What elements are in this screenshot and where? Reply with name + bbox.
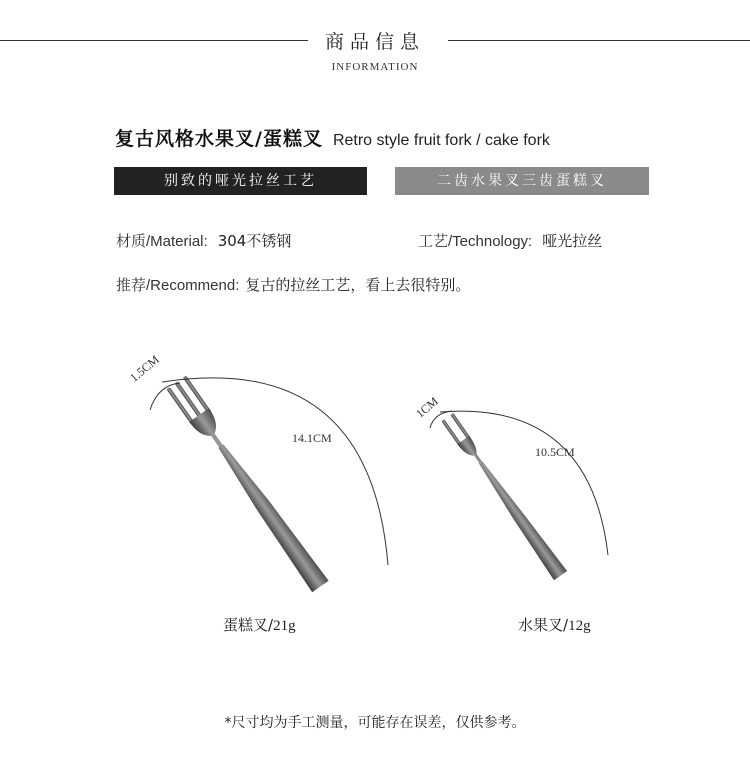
cake-fork-weight: 21g [273, 618, 296, 634]
technology-value: 哑光拉丝 [542, 232, 603, 250]
fruit-fork-width-arc [430, 411, 452, 428]
material-value: 304不锈钢 [217, 232, 292, 250]
section-title: 商品信息 [324, 31, 425, 53]
cake-fork-length-label: 14.1CM [292, 431, 332, 445]
feature-tag-finish: 别致的哑光拉丝工艺 [114, 167, 367, 195]
product-name-cn: 复古风格水果叉/蛋糕叉 [115, 128, 323, 150]
cake-fork-caption [223, 614, 296, 635]
fruit-fork-image [441, 411, 567, 580]
feature-tag-types: 二齿水果叉三齿蛋糕叉 [395, 167, 649, 195]
cake-fork-length-arc [162, 378, 388, 565]
product-name-en: Retro style fruit fork / cake fork [332, 132, 550, 149]
measurement-note: *尺寸均为手工测量，可能存在误差，仅供参考。 [224, 715, 526, 731]
cake-fork-width-label: 1.5CM [127, 352, 162, 385]
recommend-value: 复古的拉丝工艺，看上去很特别。 [245, 276, 471, 294]
fruit-fork-name: 水果叉/ [518, 616, 569, 634]
cake-fork-name: 蛋糕叉/ [223, 616, 274, 634]
material-label: 材质/Material: [116, 233, 208, 250]
fruit-fork-length-label: 10.5CM [535, 445, 575, 459]
technology-label: 工艺/Technology: [418, 233, 533, 250]
fruit-fork-weight: 12g [568, 618, 591, 634]
section-subtitle: INFORMATION [331, 61, 419, 73]
recommend-label: 推荐/Recommend: [116, 277, 240, 294]
cake-fork-image [166, 375, 329, 594]
fruit-fork-width-label: 1CM [413, 394, 441, 421]
fruit-fork-caption [518, 614, 591, 635]
